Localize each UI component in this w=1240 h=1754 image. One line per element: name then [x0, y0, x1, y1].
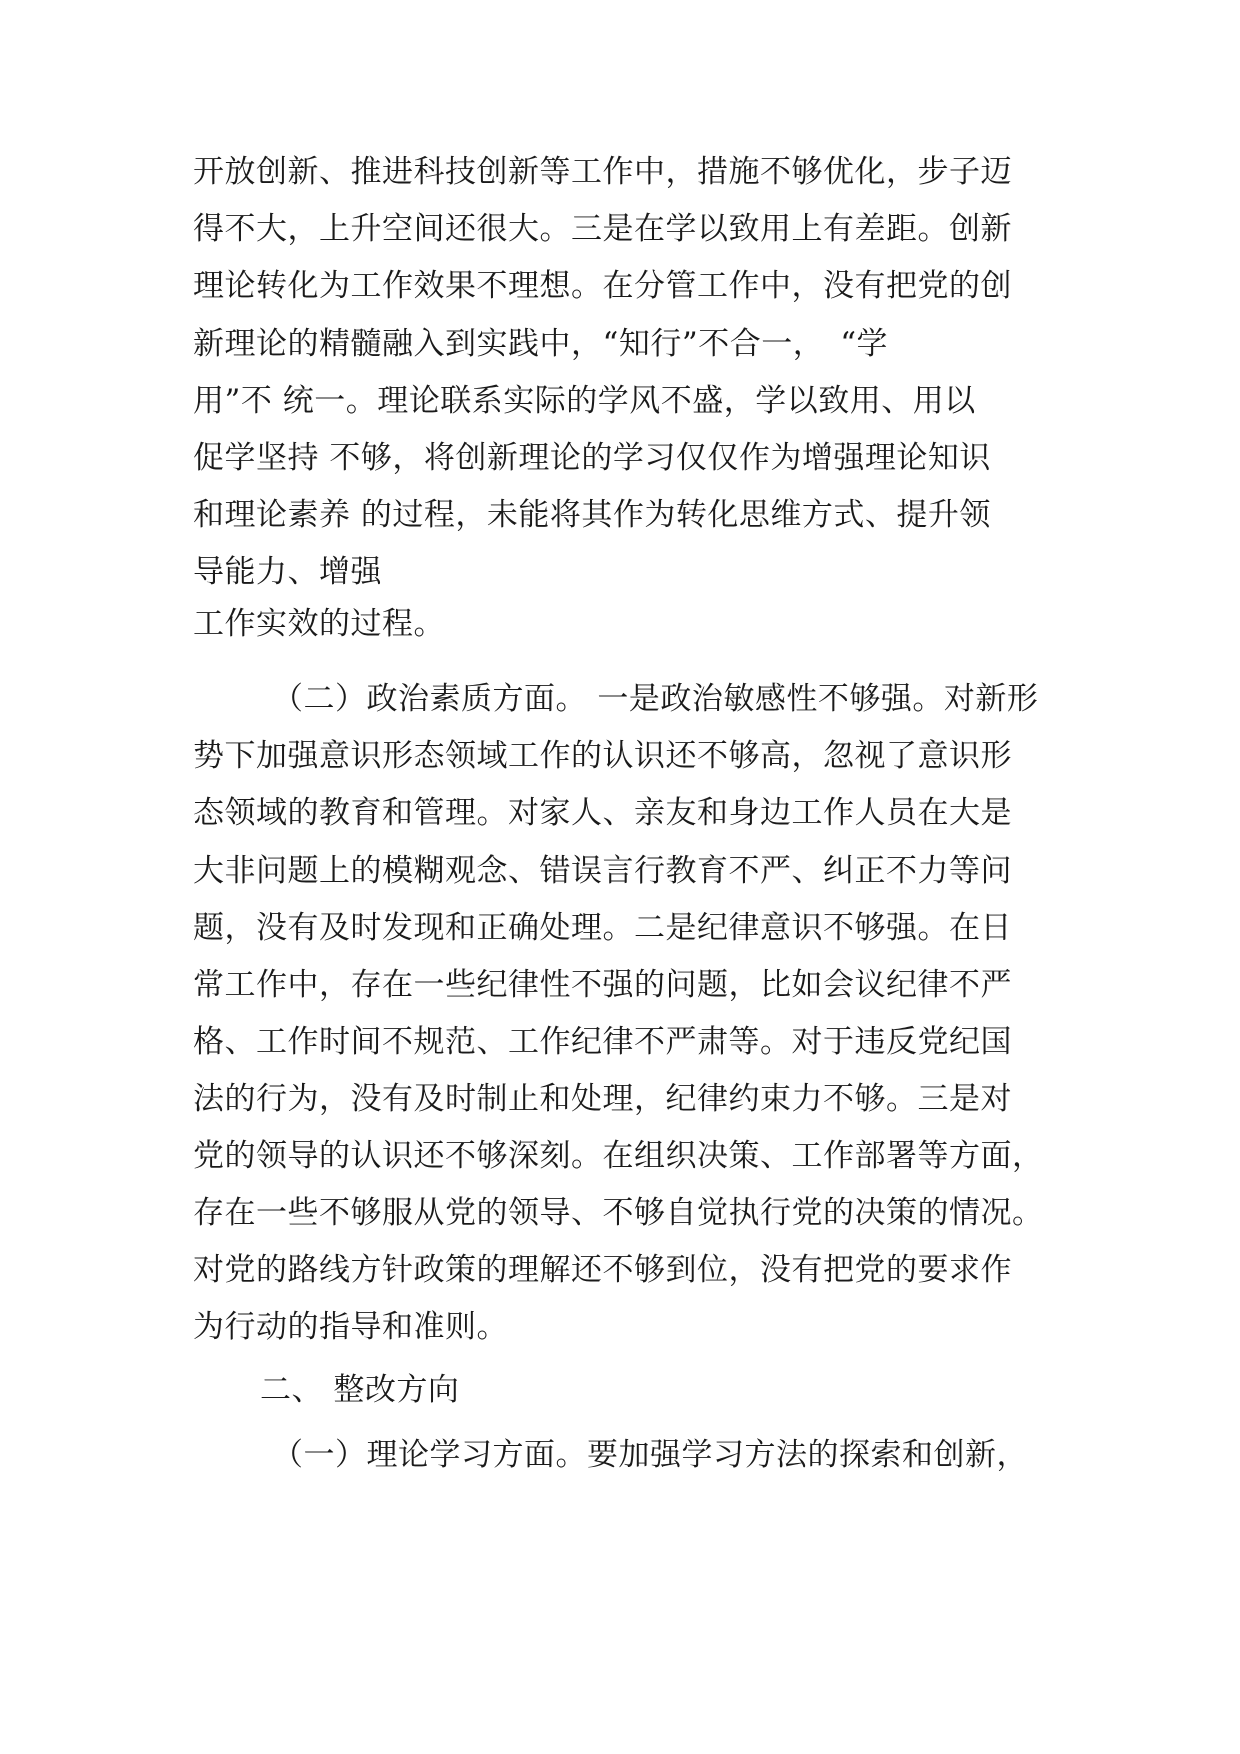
paragraph-line: 新理论的精髓融入到实践中，“知行”不合一， “学 — [193, 326, 889, 362]
paragraph-line: 用”不 统一。理论联系实际的学风不盛，学以致用、用以 — [193, 383, 976, 419]
paragraph-line: 格、工作时间不规范、工作纪律不严肃等。对于违反党纪国 — [193, 1024, 1012, 1060]
paragraph-line: 大非问题上的模糊观念、错误言行教育不严、纠正不力等问 — [193, 853, 1012, 889]
paragraph-line: 和理论素养 的过程，未能将其作为转化思维方式、提升领 — [193, 497, 991, 533]
paragraph-line: 理论转化为工作效果不理想。在分管工作中，没有把党的创 — [193, 268, 1012, 304]
paragraph-line: 题，没有及时发现和正确处理。二是纪律意识不够强。在日 — [193, 910, 1012, 946]
paragraph-line: 促学坚持 不够，将创新理论的学习仅仅作为增强理论知识 — [193, 440, 991, 476]
paragraph-line: 党的领导的认识还不够深刻。在组织决策、工作部署等方面， — [193, 1138, 1044, 1174]
paragraph-line: 势下加强意识形态领域工作的认识还不够高，忽视了意识形 — [193, 738, 1012, 774]
subsection-heading-theory: （一）理论学习方面。要加强学习方法的探索和创新， — [272, 1437, 1028, 1473]
paragraph-line: 得不大，上升空间还很大。三是在学以致用上有差距。创新 — [193, 211, 1012, 247]
paragraph-line: 存在一些不够服从党的领导、不够自觉执行党的决策的情况。 — [193, 1195, 1044, 1231]
paragraph-line: 为行动的指导和准则。 — [193, 1309, 508, 1345]
section-heading-political: （二）政治素质方面。 一是政治敏感性不够强。对新形 — [272, 681, 1039, 717]
paragraph-line: 对党的路线方针政策的理解还不够到位，没有把党的要求作 — [193, 1252, 1012, 1288]
paragraph-line: 开放创新、推进科技创新等工作中，措施不够优化，步子迈 — [193, 154, 1012, 190]
paragraph-line: 法的行为，没有及时制止和处理，纪律约束力不够。三是对 — [193, 1081, 1012, 1117]
section-heading-rectification: 二、 整改方向 — [260, 1372, 460, 1408]
paragraph-line: 工作实效的过程。 — [193, 606, 445, 642]
paragraph-line: 态领域的教育和管理。对家人、亲友和身边工作人员在大是 — [193, 795, 1012, 831]
paragraph-line: 导能力、增强 — [193, 554, 382, 590]
paragraph-line: 常工作中，存在一些纪律性不强的问题，比如会议纪律不严 — [193, 967, 1012, 1003]
